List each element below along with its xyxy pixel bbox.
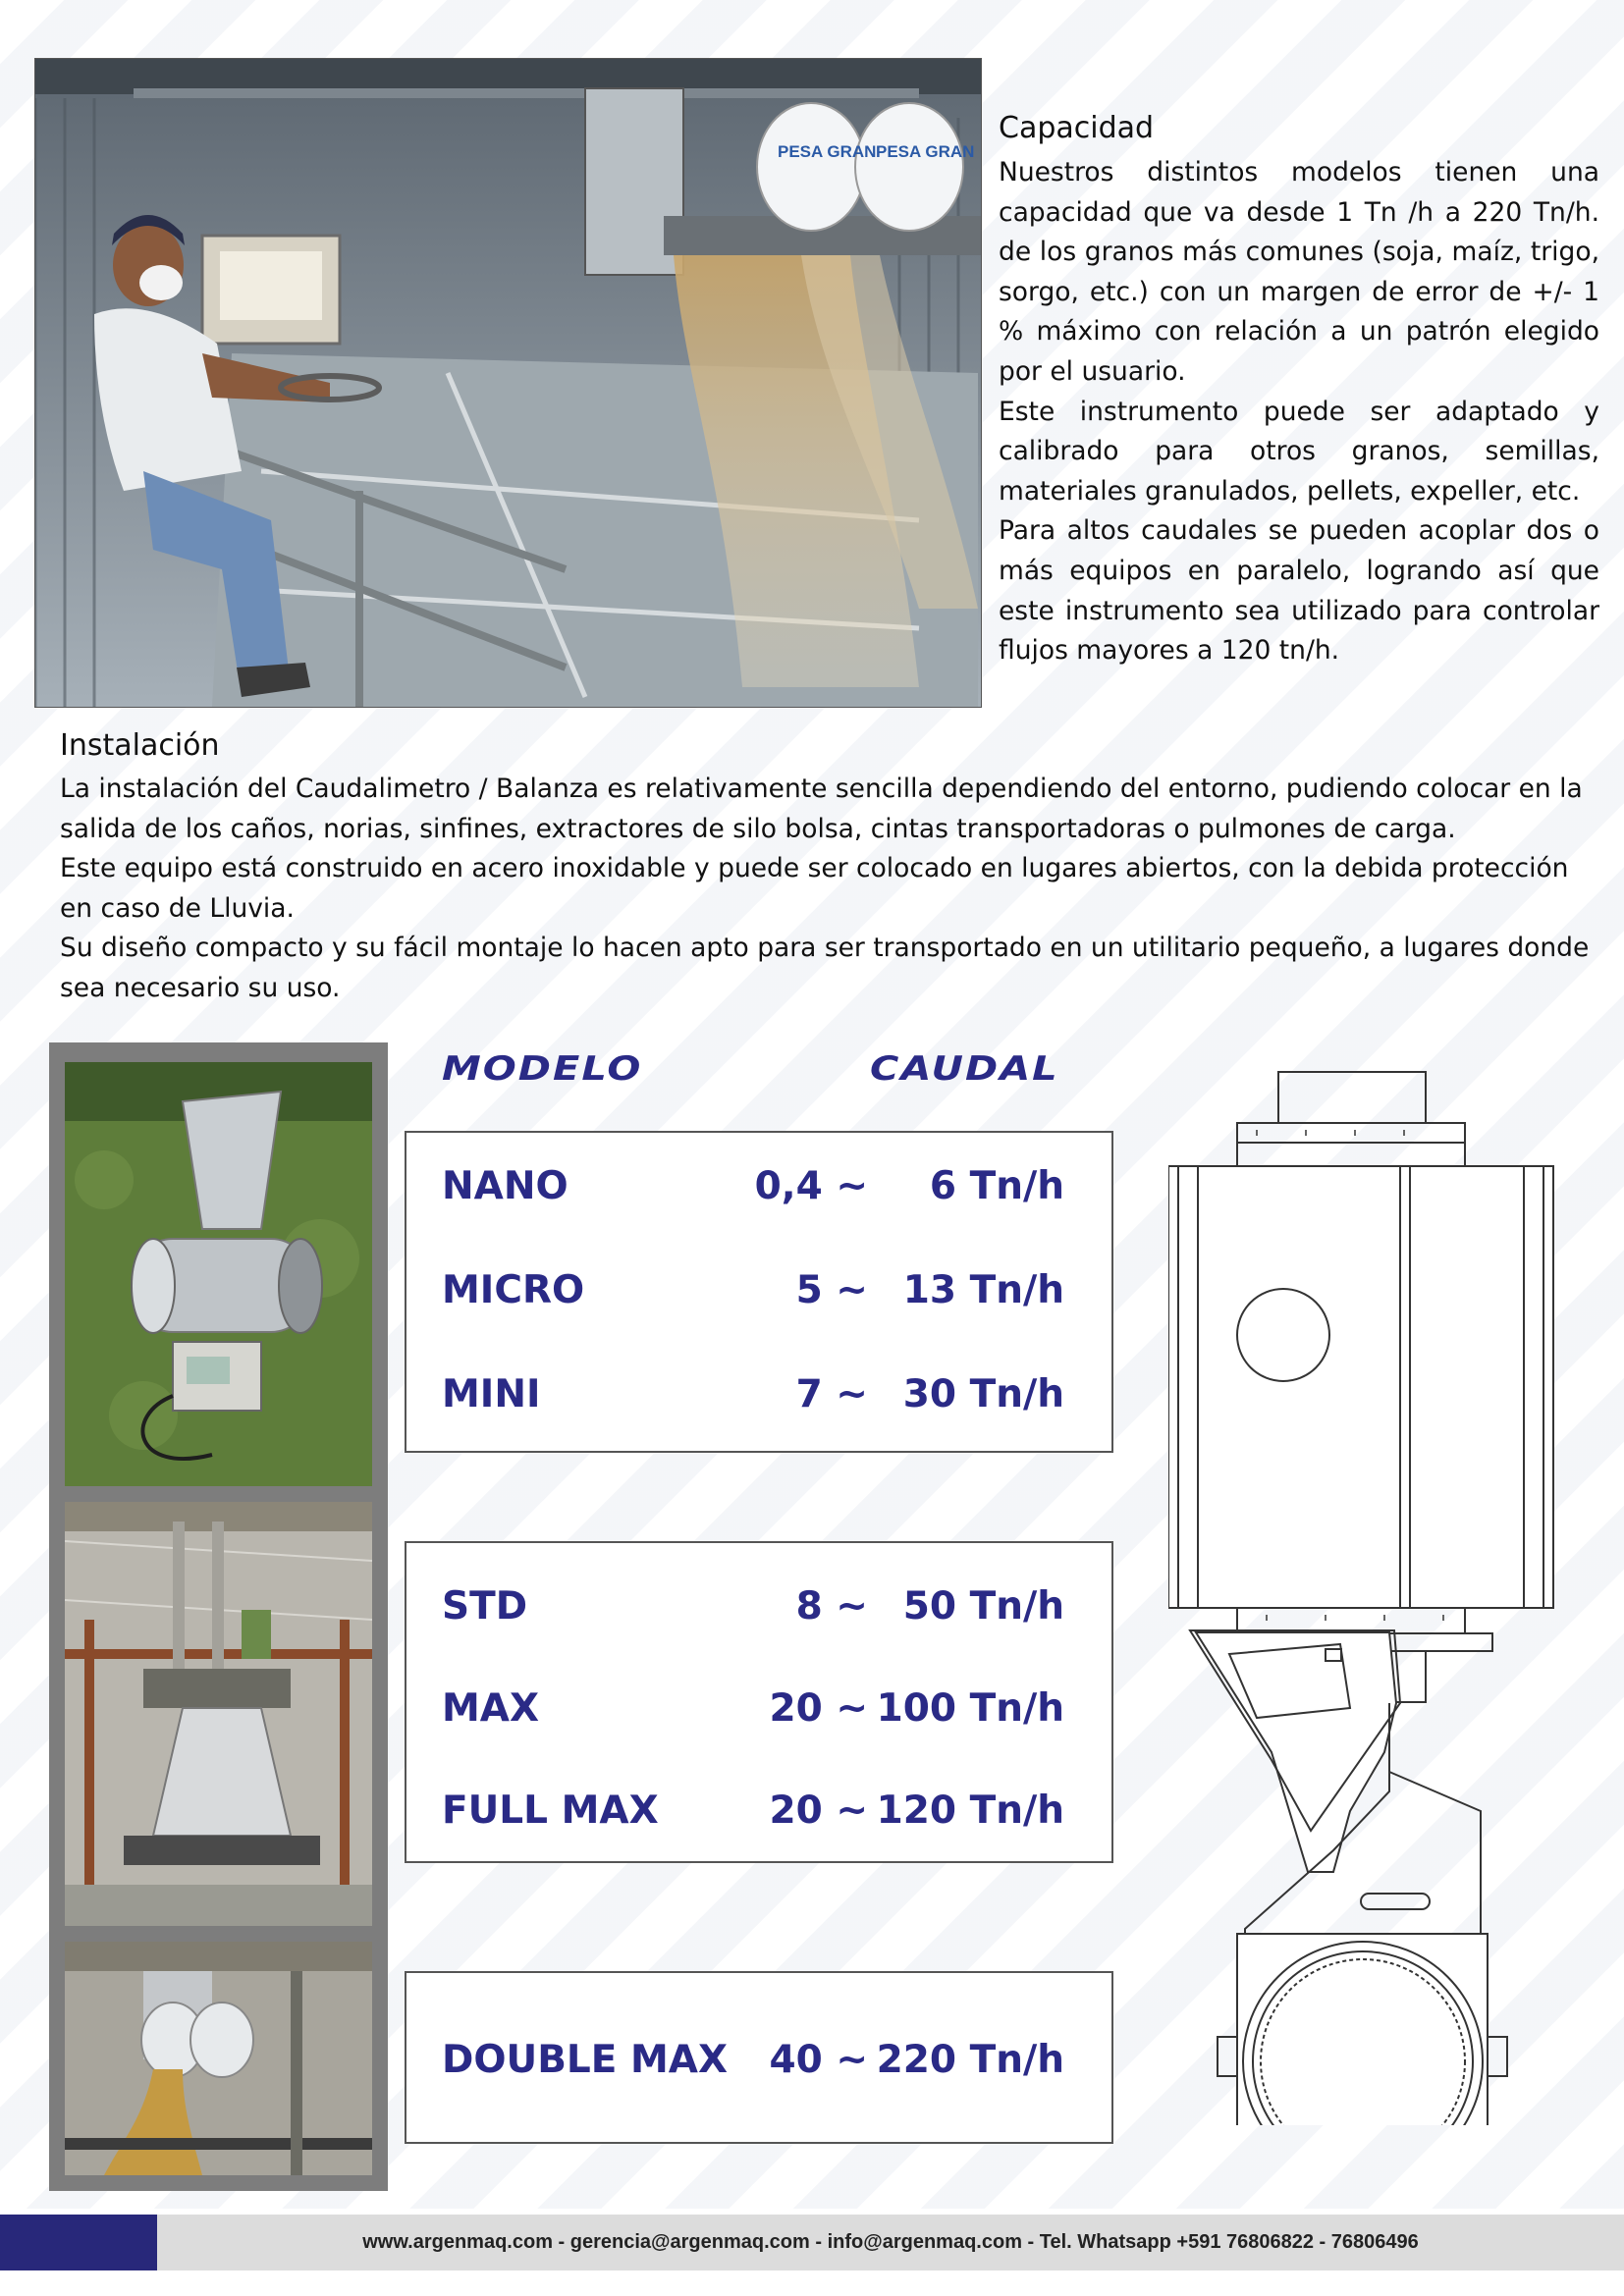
photo-nano-outdoor <box>65 1062 372 1486</box>
model-name: MINI <box>442 1372 541 1416</box>
flow-to: 50 Tn/h <box>902 1584 1064 1629</box>
table-row <box>406 1359 1111 1427</box>
caudal-header: CAUDAL <box>870 1049 1059 1089</box>
instalacion-text <box>60 770 1597 1009</box>
flow-to: 100 Tn/h <box>876 1686 1064 1731</box>
table-row <box>406 1571 1111 1639</box>
table-row <box>406 1255 1111 1323</box>
flow-from: 20 ~ <box>769 1686 868 1731</box>
model-name: FULL MAX <box>442 1789 659 1833</box>
table-row <box>406 1673 1111 1741</box>
modelo-header: MODELO <box>442 1049 643 1089</box>
side-view-drawing <box>1190 1630 1507 2125</box>
capacidad-paragraph: Este instrumento puede ser adaptado y calibrado para otros granos, semillas, materiales granulados, pellets, expeller, etc. <box>999 396 1599 507</box>
footer-contact-text: www.argenmaq.com - gerencia@argenmaq.com - info@argenmaq.com - Tel. Whatsapp +591 76806822 - 76806496 <box>362 2231 1419 2253</box>
model-name: STD <box>442 1584 528 1629</box>
top-photo-illustration <box>35 59 981 707</box>
table-row <box>406 2024 1111 2093</box>
flow-from: 7 ~ <box>795 1372 868 1416</box>
drum-brand-right: PESA GRAN <box>876 142 975 161</box>
technical-drawing-svg <box>1168 1065 1561 2125</box>
flow-to: 6 Tn/h <box>929 1164 1064 1208</box>
flow-to: 30 Tn/h <box>902 1372 1064 1416</box>
flow-from: 5 ~ <box>795 1268 868 1312</box>
model-table-small <box>405 1131 1113 1453</box>
top-view-drawing <box>1168 1072 1553 1702</box>
capacidad-paragraph: Nuestros distintos modelos tienen una capacidad que va desde 1 Tn /h a 220 Tn/h. de los granos más comunes (soja, maíz, trigo, sorgo, etc.) con un margen de error de +/- 1 % máximo con relación a un patrón elegido por el usuario. <box>999 157 1599 387</box>
top-photo-grain-scale <box>34 58 982 708</box>
technical-drawings <box>1168 1065 1561 2125</box>
instalacion-paragraph: Su diseño compacto y su fácil montaje lo hacen apto para ser transportado en un utilitario pequeño, a lugares donde sea necesario su uso. <box>60 933 1590 1003</box>
capacidad-paragraph: Para altos caudales se pueden acoplar dos o más equipos en paralelo, logrando así que este instrumento sea utilizado para controlar flujos mayores a 120 tn/h. <box>999 515 1599 667</box>
capacidad-title: Capacidad <box>999 111 1155 145</box>
flow-to: 13 Tn/h <box>902 1268 1064 1312</box>
model-name: MAX <box>442 1686 540 1731</box>
model-table-double <box>405 1971 1113 2144</box>
flow-from: 0,4 ~ <box>754 1164 868 1208</box>
photo-std-installed <box>65 1502 372 1926</box>
flow-from: 40 ~ <box>769 2038 868 2082</box>
table-row <box>406 1150 1111 1219</box>
drum-brand-left: PESA GRAN <box>778 142 877 161</box>
flow-from: 20 ~ <box>769 1789 868 1833</box>
table-row <box>406 1775 1111 1843</box>
footer-accent-box <box>0 2215 157 2270</box>
instalacion-paragraph: Este equipo está construido en acero inoxidable y puede ser colocado en lugares abiertos, con la debida protección en caso de Lluvia. <box>60 853 1569 924</box>
model-name: MICRO <box>442 1268 585 1312</box>
flow-from: 8 ~ <box>795 1584 868 1629</box>
capacidad-text <box>999 153 1599 671</box>
flow-to: 120 Tn/h <box>876 1789 1064 1833</box>
photo-double-installed <box>65 1942 372 2175</box>
model-table-large <box>405 1541 1113 1863</box>
flow-to: 220 Tn/h <box>876 2038 1064 2082</box>
model-name: NANO <box>442 1164 568 1208</box>
instalacion-title: Instalación <box>60 728 220 763</box>
instalacion-paragraph: La instalación del Caudalimetro / Balanza es relativamente sencilla dependiendo del entorno, pudiendo colocar en la salida de los caños, norias, sinfines, extractores de silo bolsa, cintas transportadoras o pulmones de carga. <box>60 774 1583 844</box>
model-name: DOUBLE MAX <box>442 2038 729 2082</box>
photo-strip <box>49 1042 388 2191</box>
